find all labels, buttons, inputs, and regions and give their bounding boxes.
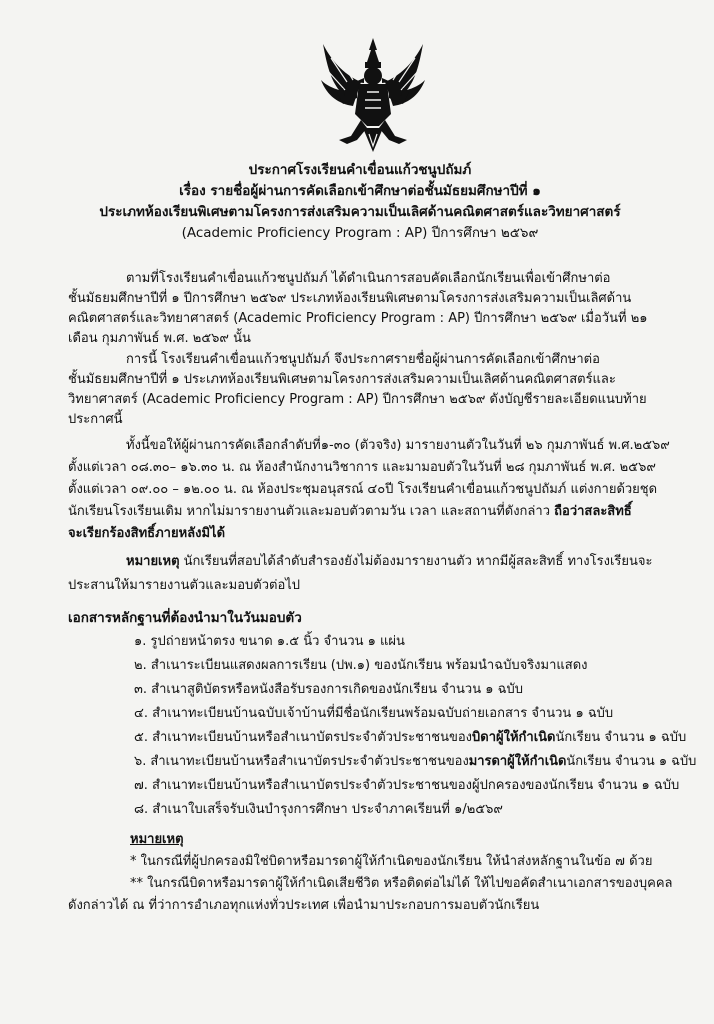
para1-line4: เดือน กุมภาพันธ์ พ.ศ. ๒๕๖๙ นั้น	[68, 331, 251, 346]
document-item-2: ๒. สำเนาระเบียนแสดงผลการเรียน (ปพ.๑) ของนักเรียน พร้อมนำฉบับจริงมาแสดง	[134, 658, 588, 673]
para2-line4: ประกาศนี้	[68, 412, 123, 427]
announcement-program: ประเภทห้องเรียนพิเศษตามโครงการส่งเสริมความเป็นเลิศด้านคณิตศาสตร์และวิทยาศาสตร์	[99, 204, 621, 220]
note2-line1: * ในกรณีที่ผู้ปกครองมิใช่บิดาหรือมารดาผู้ให้กำเนิดของนักเรียน ให้นำส่งหลักฐานในข้อ ๗ ด้วย	[130, 854, 653, 869]
note2-line2: ** ในกรณีบิดาหรือมารดาผู้ให้กำเนิดเสียชีวิต หรือติดต่อไม่ได้ ให้ไปขอคัดสำเนาเอกสารของบุคคล	[130, 876, 673, 891]
announcement-title: ประกาศโรงเรียนคำเขื่อนแก้วชนูปถัมภ์	[248, 162, 472, 178]
garuda-emblem-icon	[317, 36, 429, 154]
para3-line4	[68, 502, 632, 522]
document-item-6-text: ๖. สำเนาทะเบียนบ้านหรือสำเนาบัตรประจำตัวประชาชนของ	[134, 754, 469, 769]
para2-line2: ชั้นมัธยมศึกษาปีที่ ๑ ประเภทห้องเรียนพิเศษตามโครงการส่งเสริมความเป็นเลิศด้านคณิตศาสตร์และ	[68, 372, 616, 387]
para3-line5: จะเรียกร้องสิทธิ์ภายหลังมิได้	[68, 526, 226, 541]
document-item-6-mother: มารดาผู้ให้กำเนิด	[468, 754, 567, 769]
documents-heading: เอกสารหลักฐานที่ต้องนำมาในวันมอบตัว	[68, 610, 302, 626]
document-item-7: ๗. สำเนาทะเบียนบ้านหรือสำเนาบัตรประจำตัวประชาชนของผู้ปกครองของนักเรียน จำนวน ๑ ฉบับ	[134, 778, 680, 793]
announcement-subject: เรื่อง รายชื่อผู้ผ่านการคัดเลือกเข้าศึกษาต่อชั้นมัธยมศึกษาปีที่ ๑	[179, 183, 541, 199]
document-item-5-text: ๕. สำเนาทะเบียนบ้านหรือสำเนาบัตรประจำตัวประชาชนของ	[134, 730, 473, 745]
document-item-1: ๑. รูปถ่ายหน้าตรง ขนาด ๑.๕ นิ้ว จำนวน ๑ แผ่น	[134, 634, 405, 649]
forfeit-warning: ถือว่าสละสิทธิ์	[554, 504, 632, 519]
para1-line3: คณิตศาสตร์และวิทยาศาสตร์ (Academic Proficiency Program : AP) ปีการศึกษา ๒๕๖๙ เมื่อวันที่ ๒๑	[68, 311, 648, 326]
document-item-5-tail: นักเรียน จำนวน ๑ ฉบับ	[555, 730, 687, 745]
note2-line3: ดังกล่าวได้ ณ ที่ว่าการอำเภอทุกแห่งทั่วประเทศ เพื่อนำมาประกอบการมอบตัวนักเรียน	[68, 898, 540, 913]
document-item-5	[134, 728, 686, 748]
para2-line3: วิทยาศาสตร์ (Academic Proficiency Program : AP) ปีการศึกษา ๒๕๖๙ ดังบัญชีรายละเอียดแนบท้าย	[68, 392, 647, 407]
para3-line1: ทั้งนี้ขอให้ผู้ผ่านการคัดเลือกลำดับที่๑-๓๐ (ตัวจริง) มารายงานตัวในวันที่ ๒๖ กุมภาพันธ์ พ.ศ.๒๕๖๙	[126, 438, 670, 453]
note1-line2: ประสานให้มารายงานตัวและมอบตัวต่อไป	[68, 578, 301, 593]
note1-label: หมายเหตุ	[126, 554, 180, 569]
para3-line3: ตั้งแต่เวลา ๐๙.๐๐ – ๑๒.๐๐ น. ณ ห้องประชุมอนุสรณ์ ๔๐ปี โรงเรียนคำเขื่อนแก้วชนูปถัมภ์ แต่งกายด้วยชุด	[68, 482, 658, 497]
note1-text: นักเรียนที่สอบได้ลำดับสำรองยังไม่ต้องมารายงานตัว หากมีผู้สละสิทธิ์ ทางโรงเรียนจะ	[179, 554, 653, 569]
para2-line1: การนี้ โรงเรียนคำเขื่อนแก้วชนูปถัมภ์ จึงประกาศรายชื่อผู้ผ่านการคัดเลือกเข้าศึกษาต่อ	[126, 352, 600, 367]
para1-line2: ชั้นมัธยมศึกษาปีที่ ๑ ปีการศึกษา ๒๕๖๙ ประเภทห้องเรียนพิเศษตามโครงการส่งเสริมความเป็นเลิศด้าน	[68, 291, 632, 306]
document-item-6-tail: นักเรียน จำนวน ๑ ฉบับ	[566, 754, 697, 769]
para3-line4-text: นักเรียนโรงเรียนเดิม หากไม่มารายงานตัวและมอบตัวตามวัน เวลา และสถานที่ดังกล่าว	[68, 504, 555, 519]
document-item-3: ๓. สำเนาสูติบัตรหรือหนังสือรับรองการเกิดของนักเรียน จำนวน ๑ ฉบับ	[134, 682, 523, 697]
note1-line1	[126, 552, 653, 572]
para1-line1: ตามที่โรงเรียนคำเขื่อนแก้วชนูปถัมภ์ ได้ดำเนินการสอบคัดเลือกนักเรียนเพื่อเข้าศึกษาต่อ	[126, 271, 611, 286]
note2-label: หมายเหตุ	[130, 832, 184, 847]
document-item-6	[134, 752, 696, 772]
document-item-4: ๔. สำเนาทะเบียนบ้านฉบับเจ้าบ้านที่มีชื่อนักเรียนพร้อมฉบับถ่ายเอกสาร จำนวน ๑ ฉบับ	[134, 706, 614, 721]
document-item-8: ๘. สำเนาใบเสร็จรับเงินบำรุงการศึกษา ประจำภาคเรียนที่ ๑/๒๕๖๙	[134, 802, 503, 817]
document-item-5-father: บิดาผู้ให้กำเนิด	[472, 730, 556, 745]
para3-line2: ตั้งแต่เวลา ๐๘.๓๐– ๑๖.๓๐ น. ณ ห้องสำนักงานวิชาการ และมามอบตัวในวันที่ ๒๘ กุมภาพันธ์ พ.ศ. ๒๕๖๙	[68, 460, 656, 475]
announcement-program-year: (Academic Proficiency Program : AP) ปีการศึกษา ๒๕๖๙	[181, 225, 539, 241]
